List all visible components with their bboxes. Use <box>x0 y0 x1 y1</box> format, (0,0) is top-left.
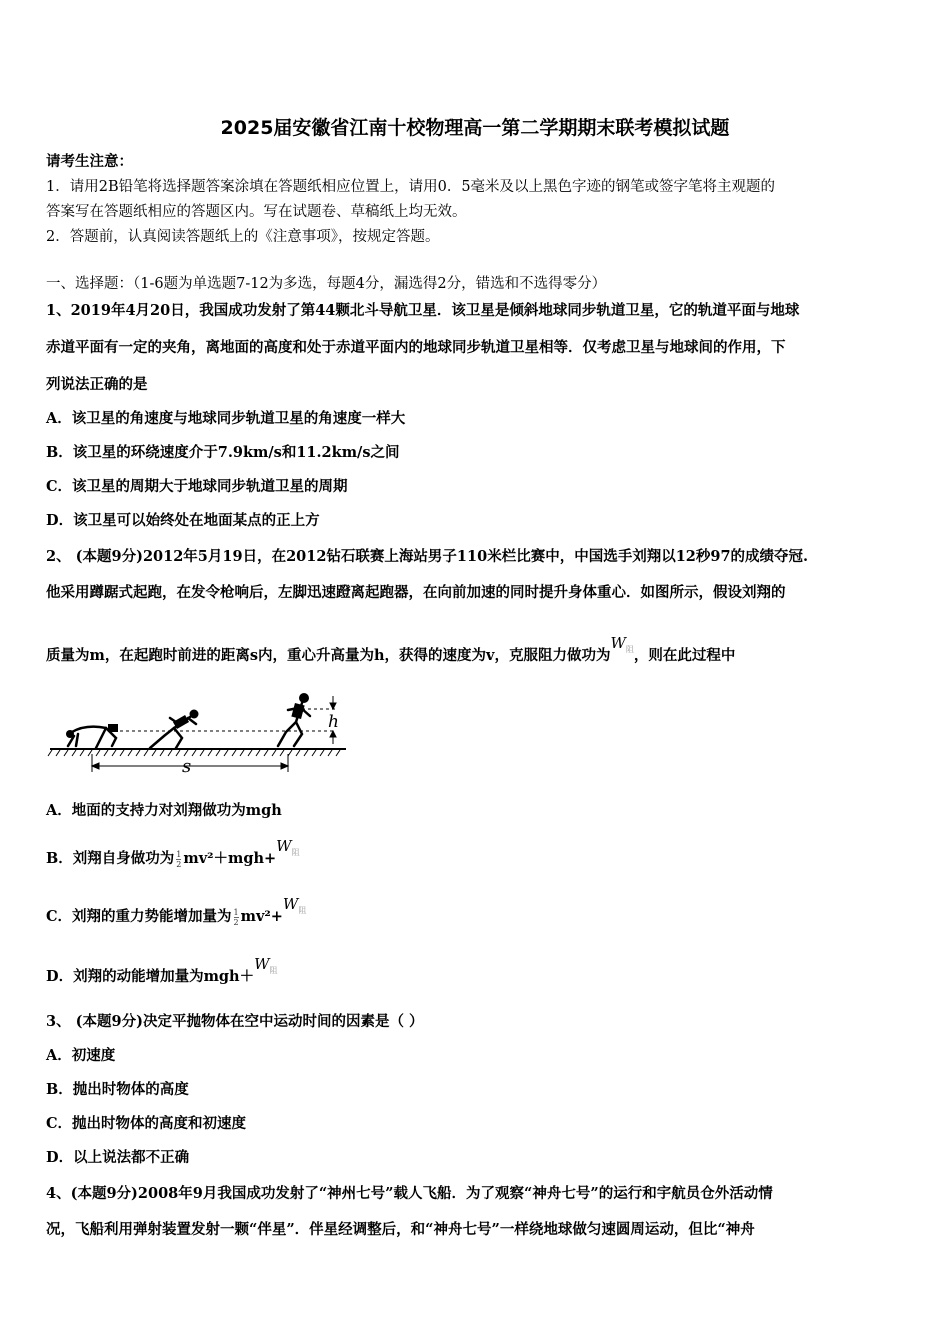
q2-option-c: C．刘翔的重力势能增加量为 $\frac{1}{2}$ $mv^2+W_阻$ <box>46 895 307 927</box>
q1-option-c: C．该卫星的周期大于地球同步轨道卫星的周期 <box>46 478 348 495</box>
fraction-one-half: $\frac{1}{2}$ <box>233 907 239 927</box>
q2-stem-line-1: 2、 (本题9分)2012年5月19日，在2012钻石联赛上海站男子110米栏比赛中，中国选手刘翔以12秒97的成绩夺冠. <box>46 548 809 565</box>
notice-item-1-line-2: 答案写在答题纸相应的答题区内。写在试题卷、草稿纸上均无效。 <box>46 204 467 220</box>
height-label: h <box>328 712 339 732</box>
fraction-one-half: $\frac{1}{2}$ <box>176 849 182 869</box>
runner-upright <box>278 693 310 746</box>
q2-option-d: D．刘翔的动能增加量为$mgh+W_阻$ <box>46 955 278 985</box>
section-heading: 一、选择题：（1-6题为单选题7-12为多选，每题4分，漏选得2分，错选和不选得零分） <box>46 276 607 292</box>
q1-option-b: B．该卫星的环绕速度介于7.9km/s和11.2km/s之间 <box>46 444 400 461</box>
q2-stem-line-3-text: 质量为m，在起跑时前进的距离s内，重心升高量为h，获得的速度为v，克服阻力做功为 <box>46 647 611 664</box>
q2-option-a: A．地面的支持力对刘翔做功为mgh <box>46 802 282 819</box>
page-title: 2025届安徽省江南十校物理高一第二学期期末联考模拟试题 <box>220 117 730 139</box>
notice-heading: 请考生注意： <box>46 153 133 170</box>
q1-stem-line-2: 赤道平面有一定的夹角，离地面的高度和处于赤道平面内的地球同步轨道卫星相等．仅考虑卫星与地球间的作用，下 <box>46 339 786 356</box>
q2-stem-line-3-tail: ，则在此过程中 <box>633 647 736 664</box>
q1-option-d: D．该卫星可以始终处在地面某点的正上方 <box>46 512 320 529</box>
q3-stem: 3、 (本题9分)决定平抛物体在空中运动时间的因素是（ ） <box>46 1013 424 1030</box>
notice-item-1-line-1: 1．请用2B铅笔将选择题答案涂填在答题纸相应位置上，请用0．5毫米及以上黑色字迹的钢笔或签字笔将主观题的 <box>46 179 776 195</box>
runner-crouched <box>66 724 118 748</box>
notice-item-2: 2．答题前，认真阅读答题纸上的《注意事项》，按规定答题。 <box>46 229 440 245</box>
q2-stem-line-3 <box>46 634 736 672</box>
runner-accelerating <box>150 710 199 749</box>
q1-stem-line-1: 1、2019年4月20日，我国成功发射了第44颗北斗导航卫星．该卫星是倾斜地球同步轨道卫星，它的轨道平面与地球 <box>46 302 800 319</box>
q1-stem-line-3: 列说法正确的是 <box>46 376 148 393</box>
runner-figure <box>46 688 356 778</box>
q2-option-b: B．刘翔自身做功为 $\frac{1}{2}$ $mv^2+mgh+W_阻$ <box>46 837 300 869</box>
q3-option-a: A．初速度 <box>46 1047 116 1064</box>
q4-stem-line-1: 4、(本题9分)2008年9月我国成功发射了“神州七号”载人飞船．为了观察“神舟七号”的运行和宇航员仓外活动情 <box>46 1185 773 1202</box>
q3-option-b: B．抛出时物体的高度 <box>46 1081 189 1098</box>
q3-option-d: D．以上说法都不正确 <box>46 1149 190 1166</box>
work-resistance-symbol: $W_阻$ <box>276 837 300 857</box>
work-resistance-symbol: $W_阻$ <box>282 895 307 915</box>
q3-option-c: C．抛出时物体的高度和初速度 <box>46 1115 247 1132</box>
work-resistance-symbol: $W_阻$ <box>610 634 634 654</box>
q2-stem-line-2: 他采用蹲踞式起跑，在发令枪响后，左脚迅速蹬离起跑器，在向前加速的同时提升身体重心．如图所示，假设刘翔的 <box>46 584 786 601</box>
q1-option-a: A．该卫星的角速度与地球同步轨道卫星的角速度一样大 <box>46 410 406 427</box>
work-resistance-symbol: $W_阻$ <box>254 955 278 975</box>
distance-label: s <box>182 756 192 777</box>
q4-stem-line-2: 况，飞船利用弹射装置发射一颗“伴星”．伴星经调整后，和“神舟七号”一样绕地球做匀速圆周运动，但比“神舟 <box>46 1221 755 1238</box>
